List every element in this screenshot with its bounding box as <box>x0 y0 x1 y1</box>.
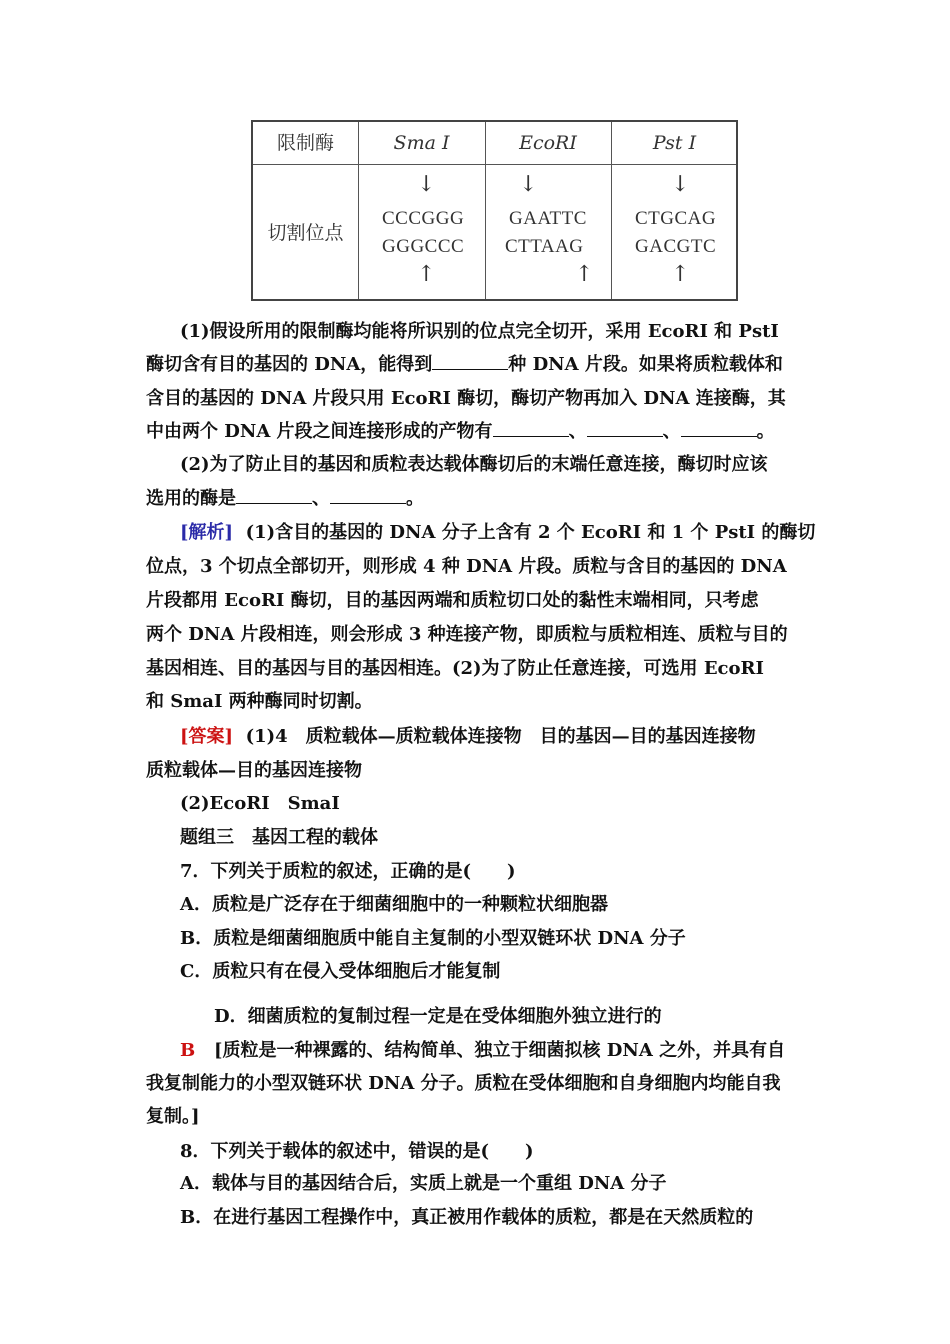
option-b: B．在进行基因工程操作中，真正被用作载体的质粒，都是在天然质粒的 <box>180 1207 754 1228</box>
analysis-text: 位点，3 个切点全部切开，则形成 4 种 DNA 片段。质粒与含目的基因的 DNA <box>146 556 787 577</box>
analysis-text: 片段都用 EcoRⅠ 酶切，目的基因两端和质粒切口处的黏性末端相同，只考虑 <box>146 590 759 611</box>
option-b: B．质粒是细菌细胞质中能自主复制的小型双链环状 DNA 分子 <box>180 928 686 949</box>
answer-blank <box>236 487 312 504</box>
table-row-header-enzyme: 限制酶 <box>276 132 334 154</box>
pst-bottom-sequence: GACGTC <box>635 236 717 257</box>
question-text: 中由两个 DNA 片段之间连接形成的产物有 、 、 。 <box>146 421 775 442</box>
cut-arrow-down: ↓ <box>519 172 538 197</box>
option-a: A．质粒是广泛存在于细菌细胞中的一种颗粒状细胞器 <box>180 894 608 915</box>
cut-arrow-up: ↑ <box>671 262 690 287</box>
question-text: (1)假设所用的限制酶均能将所识别的位点完全切开，采用 EcoRⅠ 和 PstⅠ <box>180 321 779 342</box>
question-stem: 7．下列关于质粒的叙述，正确的是( ) <box>180 861 516 882</box>
answer-text: (2)EcoRⅠ SmaⅠ <box>180 793 340 814</box>
cut-arrow-up: ↑ <box>575 262 594 287</box>
answer-explanation: B [质粒是一种裸露的、结构简单、独立于细菌拟核 DNA 之外，并具有自 <box>180 1040 786 1061</box>
answer-tag: [答案] <box>180 726 234 747</box>
question-text: 含目的基因的 DNA 片段只用 EcoRⅠ 酶切，酶切产物再加入 DNA 连接酶，其 <box>146 388 786 409</box>
cut-arrow-down: ↓ <box>671 172 690 197</box>
restriction-enzyme-table <box>251 120 738 301</box>
answer-blank <box>493 420 569 437</box>
section-title: 题组三 基因工程的载体 <box>180 827 378 848</box>
option-d: D．细菌质粒的复制过程一定是在受体细胞外独立进行的 <box>214 1006 662 1027</box>
analysis-text: 和 SmaⅠ 两种酶同时切割。 <box>146 691 373 712</box>
enzyme-name-sma: Sma Ⅰ <box>393 132 450 154</box>
table-row-header-site: 切割位点 <box>267 222 344 244</box>
table-divider <box>253 164 736 165</box>
analysis-tag: [解析] <box>180 522 234 543</box>
answer-explanation: 复制。] <box>146 1106 200 1127</box>
question-text: 酶切含有目的基因的 DNA，能得到 种 DNA 片段。如果将质粒载体和 <box>146 354 783 375</box>
answer-blank <box>330 487 406 504</box>
option-a: A．载体与目的基因结合后，实质上就是一个重组 DNA 分子 <box>180 1173 667 1194</box>
ecor-bottom-sequence: CTTAAG <box>505 236 584 257</box>
cut-arrow-up: ↑ <box>417 262 436 287</box>
sma-bottom-sequence: GGGCCC <box>382 236 465 257</box>
answer-blank <box>432 353 508 370</box>
answer-blank <box>587 420 663 437</box>
answer-explanation: 我复制能力的小型双链环状 DNA 分子。质粒在受体细胞和自身细胞内均能自我 <box>146 1073 781 1094</box>
ecor-top-sequence: GAATTC <box>509 208 587 229</box>
question-stem: 8．下列关于载体的叙述中，错误的是( ) <box>180 1141 534 1162</box>
answer-text: 质粒载体—目的基因连接物 <box>146 760 362 781</box>
analysis-text: 两个 DNA 片段相连，则会形成 3 种连接产物，即质粒与质粒相连、质粒与目的 <box>146 624 788 645</box>
enzyme-name-pst: Pst Ⅰ <box>652 132 697 154</box>
analysis-text: 基因相连、目的基因与目的基因相连。(2)为了防止任意连接，可选用 EcoRⅠ <box>146 658 764 679</box>
answer-letter: B <box>180 1040 196 1061</box>
enzyme-name-ecor: EcoRⅠ <box>519 132 577 154</box>
question-text: 选用的酶是 、 。 <box>146 488 424 509</box>
answer-text: [答案] (1)4 质粒载体—质粒载体连接物 目的基因—目的基因连接物 <box>180 726 756 747</box>
sma-top-sequence: CCCGGG <box>382 208 465 229</box>
answer-blank <box>681 420 757 437</box>
cut-arrow-down: ↓ <box>417 172 436 197</box>
question-text: (2)为了防止目的基因和质粒表达载体酶切后的末端任意连接，酶切时应该 <box>180 454 768 475</box>
pst-top-sequence: CTGCAG <box>635 208 717 229</box>
option-c: C．质粒只有在侵入受体细胞后才能复制 <box>180 961 501 982</box>
analysis-text: [解析] (1)含目的基因的 DNA 分子上含有 2 个 EcoRⅠ 和 1 个 PstⅠ 的酶切 <box>180 522 816 543</box>
